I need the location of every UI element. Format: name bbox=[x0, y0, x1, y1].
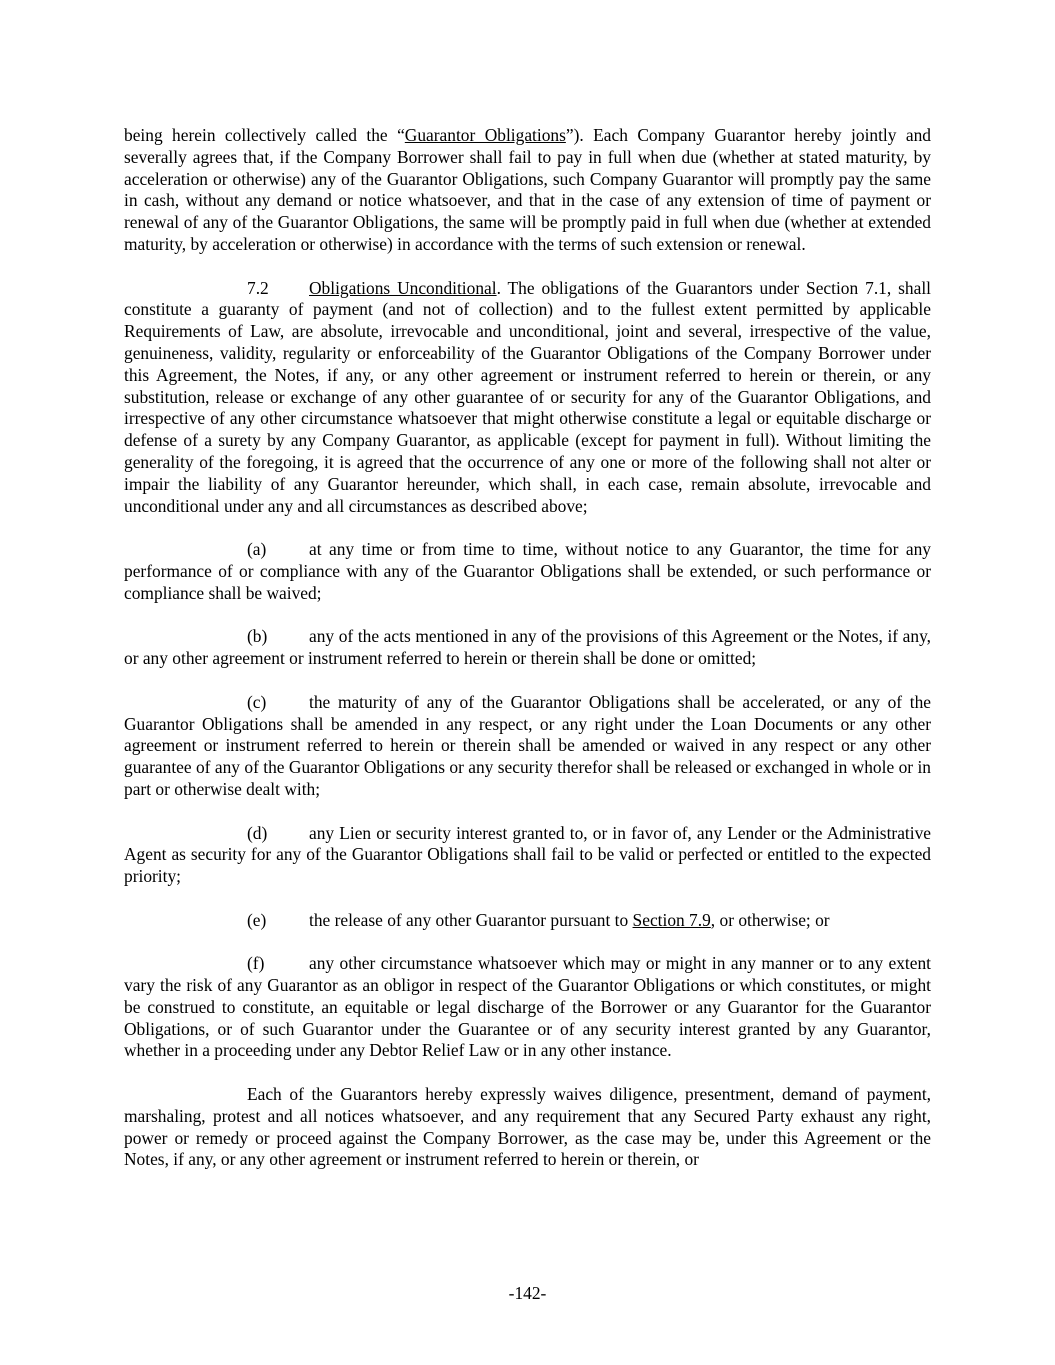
clause-c bbox=[124, 692, 931, 801]
clause-a bbox=[124, 539, 931, 604]
clause-text: the maturity of any of the Guarantor Obligations shall be accelerated, or any of the Guarantor Obligations shall be amended in any respect, or any right under the Loan Documents or any other agreement or instrument referred to herein or therein shall be amended or waived in any respect or any other guarantee of any of the Guarantor Obligations or any security therefor shall be released or exchanged in whole or in part or otherwise dealt with; bbox=[124, 691, 931, 799]
section-7-2-paragraph bbox=[124, 278, 931, 518]
section-7-9-link: Section 7.9 bbox=[632, 909, 711, 930]
clause-text-after: , or otherwise; or bbox=[710, 909, 830, 930]
intro-text-before: being herein collectively called the “ bbox=[124, 125, 405, 145]
clause-label: (c) bbox=[247, 691, 267, 712]
section-body: The obligations of the Guarantors under Section 7.1, shall constitute a guaranty of payment (and not of collection) and to the fullest extent permitted by applicable Requirements of Law, are absolute, irrevocable and unconditional, joint and several, irrespective of the value, genuineness, validity, regularity or enforceability of the Guarantor Obligations of the Company Borrower under this Agreement, the Notes, if any, or any other agreement or instrument referred to herein or therein, or any substitution, release or exchange of any other guarantee of or security for any of the Guarantor Obligations, and irrespective of any other circumstance whatsoever that might otherwise constitute a legal or equitable discharge or defense of a surety by any Company Guarantor, as applicable (except for payment in full). Without limiting the generality of the foregoing, it is agreed that the occurrence of any one or more of the following shall not alter or impair the liability of any Guarantor hereunder, which shall, in each case, remain absolute, irrevocable and unconditional under any and all circumstances as described above; bbox=[124, 277, 931, 516]
clause-e bbox=[124, 910, 931, 932]
clause-label: (f) bbox=[247, 953, 265, 974]
waiver-paragraph: Each of the Guarantors hereby expressly waives diligence, presentment, demand of payment, marshaling, protest and all notices whatsoever, and any requirement that any Secured Party exhaust any right, power or remedy or proceed against the Company Borrower, as the case may be, under this Agreement or the Notes, if any, or any other agreement or instrument referred to herein or therein, or bbox=[124, 1084, 931, 1170]
section-heading-period: . bbox=[496, 277, 501, 298]
intro-paragraph bbox=[124, 125, 931, 256]
clause-label: (e) bbox=[247, 909, 267, 930]
clause-label: (a) bbox=[247, 539, 267, 560]
clause-f bbox=[124, 953, 931, 1062]
document-page bbox=[124, 125, 931, 1171]
intro-text-after: ”). Each Company Guarantor hereby jointly and severally agrees that, if the Company Borrower shall fail to pay in full when due (whether at stated maturity, by acceleration or otherwise) any of the Guarantor Obligations, such Company Guarantor will promptly pay the same in cash, without any demand or notice whatsoever, and that in the case of any extension of time of payment or renewal of any of the Guarantor Obligations, the same will be promptly paid in full when due (whether at extended maturity, by acceleration or otherwise) in accordance with the terms of such extension or renewal. bbox=[124, 125, 931, 254]
clause-d bbox=[124, 823, 931, 888]
section-heading: Obligations Unconditional bbox=[309, 277, 497, 298]
clause-label: (b) bbox=[247, 626, 268, 647]
page-number: -142- bbox=[508, 1283, 547, 1303]
guarantor-obligations-term: Guarantor Obligations bbox=[404, 125, 566, 145]
section-number: 7.2 bbox=[247, 277, 269, 298]
clause-text: any Lien or security interest granted to, or in favor of, any Lender or the Administrative Agent as security for any of the Guarantor Obligations shall fail to be valid or perfected or entitled to the expected priority; bbox=[124, 822, 931, 887]
clause-b bbox=[124, 626, 931, 670]
clause-text: any other circumstance whatsoever which may or might in any manner or to any extent vary the risk of any Guarantor as an obligor in respect of the Guarantor Obligations or which constitutes, or might be construed to constitute, an equitable or legal discharge of the Borrower or any Guarantor for the Guarantor Obligations, or of such Guarantor under the Guarantee or of any security interest granted by any Guarantor, whether in a proceeding under any Debtor Relief Law or in any other instance. bbox=[124, 953, 931, 1061]
clause-text-before: the release of any other Guarantor pursuant to bbox=[309, 909, 633, 930]
clause-label: (d) bbox=[247, 822, 268, 843]
clause-text: at any time or from time to time, without notice to any Guarantor, the time for any performance of or compliance with any of the Guarantor Obligations shall be extended, or such performance or compliance shall be waived; bbox=[124, 539, 931, 603]
clause-text: any of the acts mentioned in any of the provisions of this Agreement or the Notes, if any, or any other agreement or instrument referred to herein or therein shall be done or omitted; bbox=[124, 626, 931, 669]
